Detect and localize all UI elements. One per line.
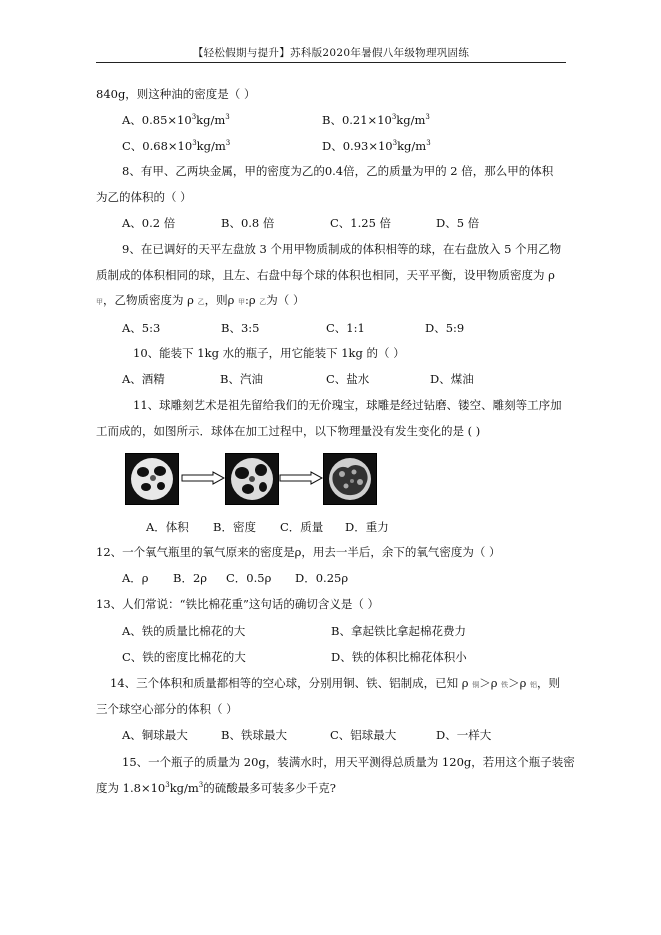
q10-option-d: D、煤油 xyxy=(430,372,474,386)
q11-option-b: B．密度 xyxy=(213,520,256,534)
q8-option-b: B、0.8 倍 xyxy=(221,216,275,230)
ball-carving-figure xyxy=(125,453,375,503)
q12-option-c: C．0.5ρ xyxy=(226,571,272,585)
q8-line-1: 8、有甲、乙两块金属，甲的密度为乙的0.4倍，乙的质量为甲的 2 倍，那么甲的体积 xyxy=(122,164,554,178)
arrow-icon xyxy=(279,471,323,485)
q9-line-2: 质制成的体积相同的球，且左、右盘中每个球的体积也相同，天平平衡，设甲物质密度为 ρ xyxy=(96,268,555,282)
q10-option-c: C、盐水 xyxy=(326,372,370,386)
q9-line-1: 9、在已调好的天平左盘放 3 个用甲物质制成的体积相等的球，在右盘放入 5 个用乙物 xyxy=(122,242,562,256)
header-rule xyxy=(96,62,566,63)
q11-option-a: A．体积 xyxy=(146,520,189,534)
q14-option-b: B、铁球最大 xyxy=(221,728,287,742)
q12-option-d: D．0.25ρ xyxy=(295,571,349,585)
q9-option-d: D、5:9 xyxy=(425,321,465,335)
q13-line-1: 13、人们常说：“铁比棉花重”这句话的确切含义是（ ） xyxy=(96,597,380,611)
q7-option-a: A、$0.85\times 10^3kg/m^3$ xyxy=(122,113,230,127)
ball-image-3 xyxy=(323,453,377,505)
q8-option-d: D、5 倍 xyxy=(436,216,480,230)
q8-option-a: A、0.2 倍 xyxy=(122,216,176,230)
q8-option-c: C、1.25 倍 xyxy=(330,216,392,230)
q14-line-1: 14、三个体积和质量都相等的空心球，分别用铜、铁、铝制成，已知 ρ 铜＞ρ 铁＞ρ 铝，则 xyxy=(110,676,561,690)
q9-option-b: B、3:5 xyxy=(221,321,260,335)
q10-option-b: B、汽油 xyxy=(220,372,263,386)
q10-line-1: 10、能装下 1kg 水的瓶子，用它能装下 1kg 的（ ） xyxy=(133,346,405,360)
q14-line-2: 三个球空心部分的体积（ ） xyxy=(96,702,238,716)
page-header: 【轻松假期与提升】苏科版2020年暑假八年级物理巩固练 xyxy=(192,47,470,59)
ball-image-2 xyxy=(225,453,279,505)
q13-option-c: C、铁的密度比棉花的大 xyxy=(122,650,246,664)
q12-option-b: B．2ρ xyxy=(173,571,208,585)
arrow-icon xyxy=(181,471,225,485)
q7-option-c: C、$0.68\times 10^3kg/m^3$ xyxy=(122,139,231,153)
q8-line-2: 为乙的体积的（ ） xyxy=(96,190,192,204)
q9-option-c: C、1:1 xyxy=(326,321,365,335)
q13-option-b: B、拿起铁比拿起棉花费力 xyxy=(331,624,466,638)
q7-option-b: B、$0.21\times 10^3kg/m^3$ xyxy=(322,113,430,127)
q14-option-c: C、铝球最大 xyxy=(330,728,397,742)
q14-option-d: D、一样大 xyxy=(436,728,492,742)
q12-option-a: A．ρ xyxy=(122,571,149,585)
q12-line-1: 12、一个氧气瓶里的氧气原来的密度是ρ，用去一半后，余下的氧气密度为（ ） xyxy=(96,545,501,559)
q11-line-2: 工而成的，如图所示．球体在加工过程中，以下物理量没有发生变化的是 ( ) xyxy=(96,424,481,438)
q11-option-d: D．重力 xyxy=(345,520,389,534)
ball-image-1 xyxy=(125,453,179,505)
q13-option-d: D、铁的体积比棉花体积小 xyxy=(331,650,467,664)
q7-stem: 840g，则这种油的密度是（ ） xyxy=(96,87,256,101)
q9-line-3: 甲，乙物质密度为 ρ 乙，则ρ 甲:ρ 乙为（ ） xyxy=(96,293,305,307)
q15-line-2: 度为 $1.8\times 10^3kg/m^3$的硫酸最多可装多少千克? xyxy=(96,781,336,795)
q14-option-a: A、铜球最大 xyxy=(122,728,188,742)
q7-option-d: D、$0.93\times 10^3kg/m^3$ xyxy=(322,139,431,153)
q11-option-c: C．质量 xyxy=(280,520,324,534)
q9-option-a: A、5:3 xyxy=(122,321,161,335)
q10-option-a: A、酒精 xyxy=(122,372,165,386)
q11-line-1: 11、球雕刻艺术是祖先留给我们的无价瑰宝，球雕是经过钻磨、镂空、雕刻等工序加 xyxy=(133,398,562,412)
q13-option-a: A、铁的质量比棉花的大 xyxy=(122,624,246,638)
q15-line-1: 15、一个瓶子的质量为 20g，装满水时，用天平测得总质量为 120g，若用这个瓶子装密 xyxy=(122,755,575,769)
